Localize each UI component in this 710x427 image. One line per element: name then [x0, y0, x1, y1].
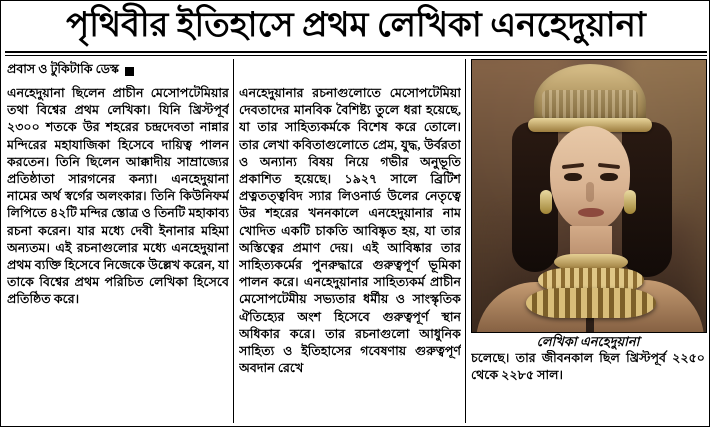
figure-eye-right — [600, 173, 618, 181]
article-column-3 — [471, 350, 705, 424]
figure-necklace-outer — [526, 288, 656, 318]
headline-rule-bottom — [5, 55, 707, 56]
byline — [7, 61, 222, 81]
page-title: পৃথিবীর ইতিহাসে প্রথম লেখিকা এনহেদুয়ানা — [66, 6, 646, 44]
figure-nose — [586, 182, 594, 202]
photo-caption: লেখিকা এনহেদুয়ানা — [536, 334, 640, 349]
article-column-1 — [7, 85, 229, 425]
portrait-of-enheduanna-image — [472, 60, 706, 332]
article-column-2 — [239, 85, 461, 425]
article-body-2: এনহেদুয়ানার রচনাগুলোতে মেসোপটেমিয়া দেবতাদের মানবিক বৈশিষ্ট্য তুলে ধরা হয়েছে, যা তার সাহিত্যকর্মকে বিশেষ করে তোলে। তার লেখা কবিতাগুলোতে প্রেম, যুদ্ধ, উর্বরতা ও অন্যান্য বিষয় নিয়ে গভীর অনুভূতি প্রকাশিত হয়েছে। ১৯২৭ সালে ব্রিটিশ প্রত্নতত্ত্ববিদ স্যার লিওনার্ড উলের নেতৃত্বে উর শহরের খননকালে এনহেদুয়ানার নাম খোদিত একটি চাকতি আবিষ্কৃত হয়, যা তার অস্তিত্বের প্রমাণ দেয়। এই আবিষ্কার তার সাহিত্যকর্মের পুনরুদ্ধারে গুরুত্বপূর্ণ ভূমিকা পালন করে। এনহেদুয়ানার সাহিত্যকর্ম প্রাচীন মেসোপটেমীয় সভ্যতার ধর্মীয় ও সাংস্কৃতিক ঐতিহ্যের অংশ হিসেবে গুরুত্বপূর্ণ স্থান অধিকার করে। তার রচনাগুলো আধুনিক সাহিত্য ও ইতিহাসের গবেষণায় গুরুত্বপূর্ণ অবদান রেখে — [239, 86, 461, 376]
headline-rule-top — [5, 51, 707, 53]
figure-lips — [578, 208, 604, 217]
article-body-1: এনহেদুয়ানা ছিলেন প্রাচীন মেসোপটেমিয়ার তথা বিশ্বের প্রথম লেখিকা। যিনি খ্রিস্টপূর্ব ২৩০০ শতকে উর শহরের চন্দ্রদেবতা নান্নার মন্দিরের মহাযাজিকা হিসেবে দায়িত্ব পালন করতেন। তিনি ছিলেন আক্কাদীয় সাম্রাজ্যের প্রতিষ্ঠাতা সারগনের কন্যা। এনহেদুয়ানা নামের অর্থ স্বর্গের অলংকার। তিনি কিউনিফর্ম লিপিতে ৪২টি মন্দির স্তোত্র ও তিনটি মহাকাব্য রচনা করেন। যার মধ্যে দেবী ইনানার মহিমা অন্যতম। এই রচনাগুলোর মধ্যে এনহেদুয়ানা প্রথম ব্যক্তি হিসেবে নিজেকে উল্লেখ করেন, যা তাকে বিশ্বের প্রথম পরিচিত লেখিকা হিসেবে প্রতিষ্ঠিত করে। — [7, 86, 229, 307]
figure-earring-right — [624, 190, 636, 214]
figure-eye-left — [564, 173, 582, 181]
article-photo — [471, 59, 707, 333]
byline-label: প্রবাস ও টুকিটাকি ডেস্ক — [7, 62, 119, 76]
filled-square-icon — [125, 67, 134, 76]
column-separator-1 — [233, 59, 234, 423]
figure-earring-left — [540, 190, 552, 214]
column-separator-2 — [465, 59, 466, 423]
article-body-3: চলেছে। তার জীবনকাল ছিল খ্রিস্টপূর্ব ২২৫০ থেকে ২২৮৫ সাল। — [471, 351, 705, 383]
